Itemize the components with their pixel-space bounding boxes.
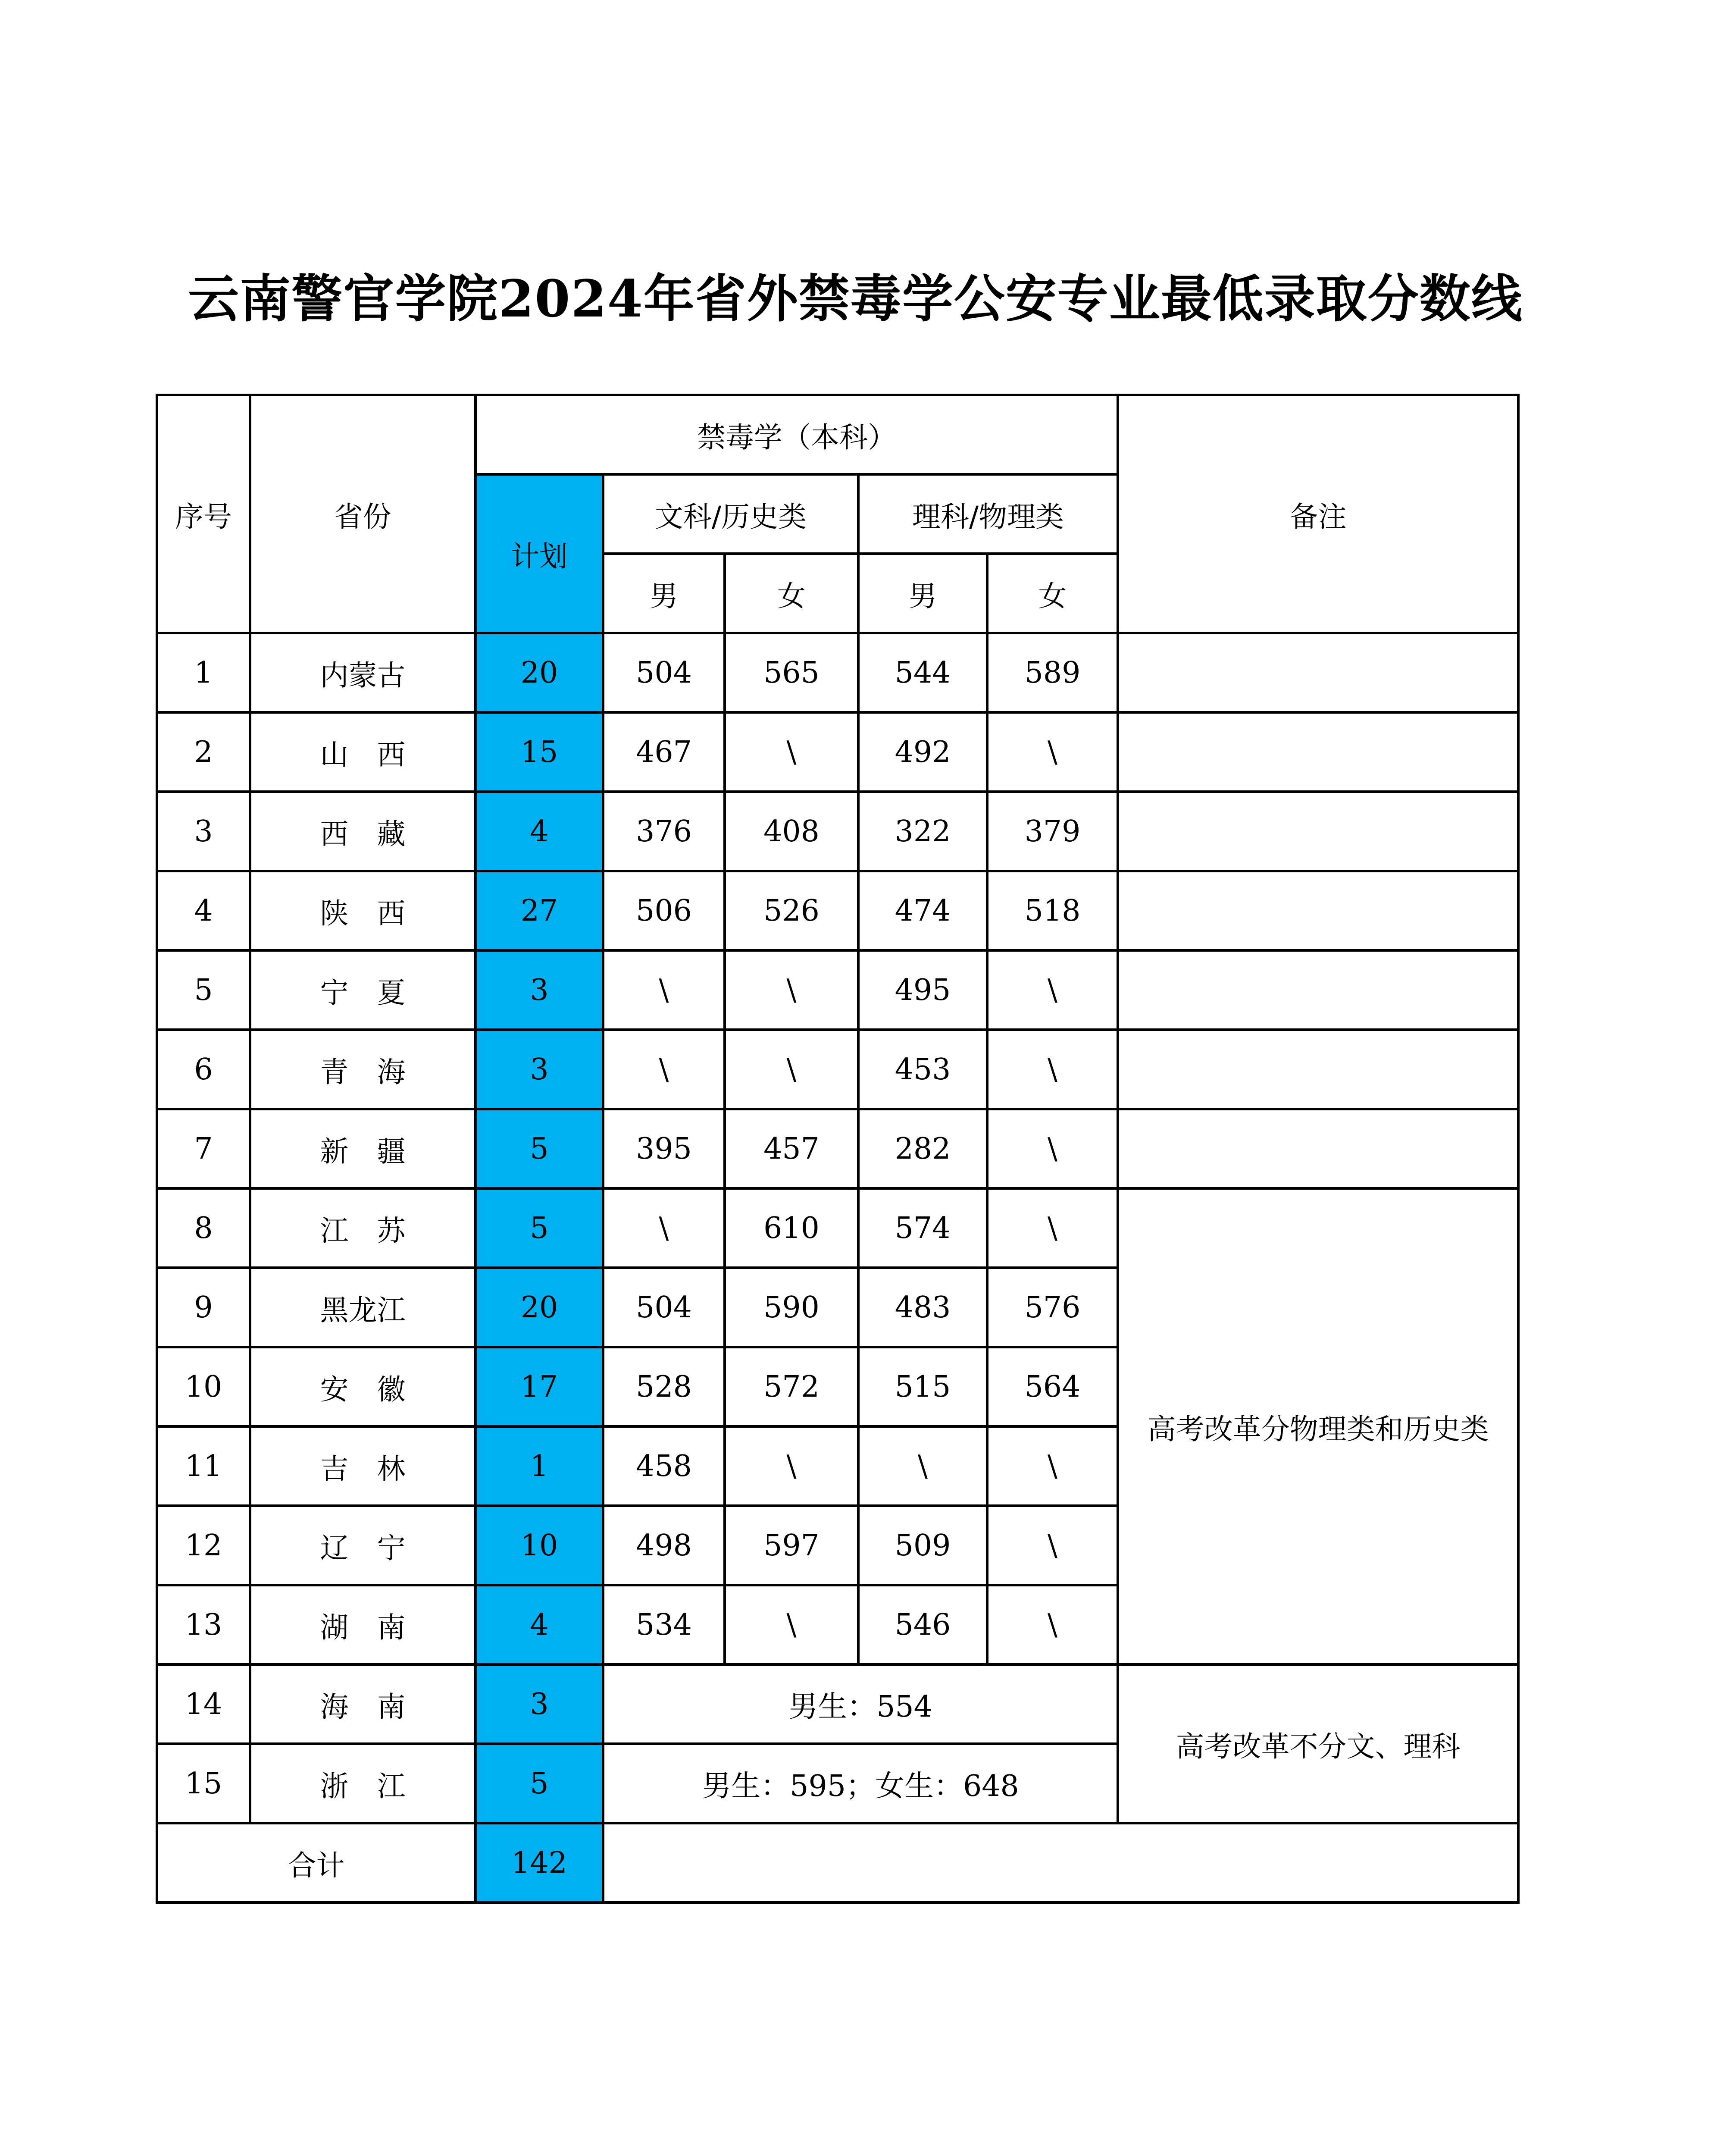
liberal-male-score: \ bbox=[603, 950, 725, 1030]
liberal-female-score: 572 bbox=[725, 1347, 858, 1426]
science-male-score: 546 bbox=[858, 1585, 987, 1664]
liberal-male-score: 458 bbox=[603, 1426, 725, 1506]
plan-count: 3 bbox=[475, 950, 603, 1030]
province-name: 内蒙古 bbox=[250, 633, 475, 712]
province-name: 湖 南 bbox=[250, 1585, 475, 1664]
liberal-male-score: 528 bbox=[603, 1347, 725, 1426]
science-male-score: 483 bbox=[858, 1268, 987, 1347]
row-index: 2 bbox=[157, 712, 250, 792]
province-name: 吉 林 bbox=[250, 1426, 475, 1506]
province-name: 山 西 bbox=[250, 712, 475, 792]
science-male-score: 474 bbox=[858, 871, 987, 950]
row-index: 15 bbox=[157, 1744, 250, 1823]
science-male-score: \ bbox=[858, 1426, 987, 1506]
liberal-female-score: \ bbox=[725, 1585, 858, 1664]
row-index: 8 bbox=[157, 1188, 250, 1268]
liberal-male-score: \ bbox=[603, 1188, 725, 1268]
row-index: 3 bbox=[157, 792, 250, 871]
row-index: 5 bbox=[157, 950, 250, 1030]
row-index: 1 bbox=[157, 633, 250, 712]
province-name: 陕 西 bbox=[250, 871, 475, 950]
header-plan: 计划 bbox=[475, 474, 603, 633]
liberal-female-score: \ bbox=[725, 712, 858, 792]
remark-reform-nosplit: 高考改革不分文、理科 bbox=[1118, 1664, 1518, 1823]
row-index: 4 bbox=[157, 871, 250, 950]
province-name: 黑龙江 bbox=[250, 1268, 475, 1347]
table-row bbox=[157, 1109, 1518, 1188]
table-row bbox=[157, 950, 1518, 1030]
province-name: 安 徽 bbox=[250, 1347, 475, 1426]
science-female-score: \ bbox=[987, 1188, 1118, 1268]
header-liberal-male: 男 bbox=[603, 554, 725, 633]
liberal-male-score: 504 bbox=[603, 633, 725, 712]
header-liberal: 文科/历史类 bbox=[603, 474, 858, 554]
liberal-male-score: 534 bbox=[603, 1585, 725, 1664]
plan-count: 17 bbox=[475, 1347, 603, 1426]
science-male-score: 492 bbox=[858, 712, 987, 792]
remark-empty bbox=[1118, 633, 1518, 712]
plan-count: 5 bbox=[475, 1109, 603, 1188]
total-label: 合计 bbox=[157, 1823, 475, 1902]
science-male-score: 322 bbox=[858, 792, 987, 871]
total-row bbox=[157, 1823, 1518, 1902]
row-index: 6 bbox=[157, 1030, 250, 1109]
province-name: 浙 江 bbox=[250, 1744, 475, 1823]
table-row bbox=[157, 633, 1518, 712]
page-title: 云南警官学院2024年省外禁毒学公安专业最低录取分数线 bbox=[188, 269, 1523, 329]
plan-count: 5 bbox=[475, 1744, 603, 1823]
plan-count: 10 bbox=[475, 1506, 603, 1585]
remark-empty bbox=[1118, 792, 1518, 871]
combined-score: 男生：554 bbox=[603, 1664, 1118, 1744]
science-female-score: \ bbox=[987, 1426, 1118, 1506]
total-empty bbox=[603, 1823, 1518, 1902]
liberal-female-score: 408 bbox=[725, 792, 858, 871]
row-index: 14 bbox=[157, 1664, 250, 1744]
remark-empty bbox=[1118, 871, 1518, 950]
remark-empty bbox=[1118, 950, 1518, 1030]
row-index: 9 bbox=[157, 1268, 250, 1347]
row-index: 11 bbox=[157, 1426, 250, 1506]
liberal-female-score: \ bbox=[725, 950, 858, 1030]
liberal-male-score: 498 bbox=[603, 1506, 725, 1585]
liberal-female-score: \ bbox=[725, 1030, 858, 1109]
header-row-1 bbox=[157, 395, 1518, 474]
plan-count: 4 bbox=[475, 1585, 603, 1664]
liberal-female-score: 565 bbox=[725, 633, 858, 712]
liberal-female-score: 457 bbox=[725, 1109, 858, 1188]
row-index: 13 bbox=[157, 1585, 250, 1664]
header-remark: 备注 bbox=[1118, 395, 1518, 633]
science-male-score: 453 bbox=[858, 1030, 987, 1109]
table-row bbox=[157, 1664, 1518, 1744]
row-index: 10 bbox=[157, 1347, 250, 1426]
table-row bbox=[157, 1030, 1518, 1109]
science-male-score: 574 bbox=[858, 1188, 987, 1268]
science-male-score: 495 bbox=[858, 950, 987, 1030]
science-female-score: \ bbox=[987, 1030, 1118, 1109]
province-name: 青 海 bbox=[250, 1030, 475, 1109]
science-female-score: 518 bbox=[987, 871, 1118, 950]
science-female-score: 576 bbox=[987, 1268, 1118, 1347]
admission-score-table bbox=[156, 394, 1520, 1904]
remark-empty bbox=[1118, 712, 1518, 792]
province-name: 海 南 bbox=[250, 1664, 475, 1744]
science-female-score: \ bbox=[987, 1585, 1118, 1664]
liberal-male-score: \ bbox=[603, 1030, 725, 1109]
plan-count: 20 bbox=[475, 1268, 603, 1347]
plan-count: 3 bbox=[475, 1030, 603, 1109]
science-male-score: 282 bbox=[858, 1109, 987, 1188]
remark-empty bbox=[1118, 1030, 1518, 1109]
liberal-male-score: 504 bbox=[603, 1268, 725, 1347]
plan-count: 1 bbox=[475, 1426, 603, 1506]
plan-count: 4 bbox=[475, 792, 603, 871]
liberal-female-score: 526 bbox=[725, 871, 858, 950]
header-science-male: 男 bbox=[858, 554, 987, 633]
liberal-female-score: \ bbox=[725, 1426, 858, 1506]
science-male-score: 544 bbox=[858, 633, 987, 712]
table-row bbox=[157, 871, 1518, 950]
province-name: 宁 夏 bbox=[250, 950, 475, 1030]
science-male-score: 515 bbox=[858, 1347, 987, 1426]
header-major: 禁毒学（本科） bbox=[475, 395, 1118, 474]
header-science-female: 女 bbox=[987, 554, 1118, 633]
header-province: 省份 bbox=[250, 395, 475, 633]
table-row bbox=[157, 792, 1518, 871]
science-male-score: 509 bbox=[858, 1506, 987, 1585]
header-index: 序号 bbox=[157, 395, 250, 633]
province-name: 西 藏 bbox=[250, 792, 475, 871]
table-row bbox=[157, 712, 1518, 792]
remark-reform-split: 高考改革分物理类和历史类 bbox=[1118, 1188, 1518, 1664]
science-female-score: 564 bbox=[987, 1347, 1118, 1426]
total-plan: 142 bbox=[475, 1823, 603, 1902]
science-female-score: 379 bbox=[987, 792, 1118, 871]
plan-count: 15 bbox=[475, 712, 603, 792]
table-row bbox=[157, 1188, 1518, 1268]
row-index: 7 bbox=[157, 1109, 250, 1188]
plan-count: 20 bbox=[475, 633, 603, 712]
liberal-male-score: 506 bbox=[603, 871, 725, 950]
row-index: 12 bbox=[157, 1506, 250, 1585]
liberal-male-score: 467 bbox=[603, 712, 725, 792]
combined-score: 男生：595；女生：648 bbox=[603, 1744, 1118, 1823]
science-female-score: \ bbox=[987, 712, 1118, 792]
science-female-score: 589 bbox=[987, 633, 1118, 712]
liberal-female-score: 610 bbox=[725, 1188, 858, 1268]
remark-empty bbox=[1118, 1109, 1518, 1188]
liberal-male-score: 376 bbox=[603, 792, 725, 871]
header-liberal-female: 女 bbox=[725, 554, 858, 633]
header-science: 理科/物理类 bbox=[858, 474, 1118, 554]
plan-count: 5 bbox=[475, 1188, 603, 1268]
liberal-female-score: 590 bbox=[725, 1268, 858, 1347]
province-name: 江 苏 bbox=[250, 1188, 475, 1268]
liberal-male-score: 395 bbox=[603, 1109, 725, 1188]
science-female-score: \ bbox=[987, 950, 1118, 1030]
liberal-female-score: 597 bbox=[725, 1506, 858, 1585]
science-female-score: \ bbox=[987, 1109, 1118, 1188]
province-name: 新 疆 bbox=[250, 1109, 475, 1188]
plan-count: 3 bbox=[475, 1664, 603, 1744]
province-name: 辽 宁 bbox=[250, 1506, 475, 1585]
science-female-score: \ bbox=[987, 1506, 1118, 1585]
plan-count: 27 bbox=[475, 871, 603, 950]
